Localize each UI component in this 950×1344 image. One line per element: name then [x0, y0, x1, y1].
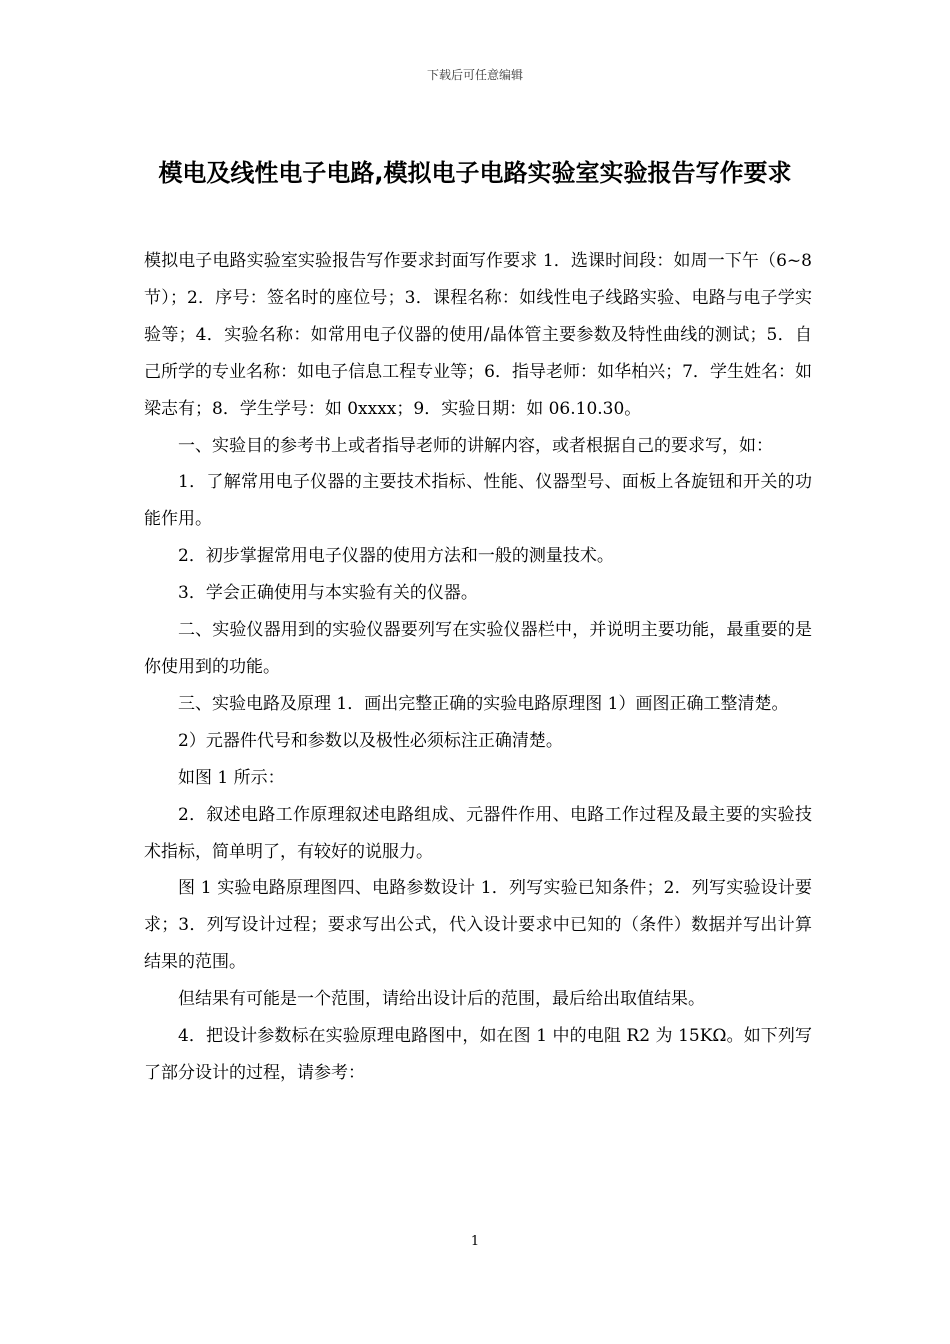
page-header: 下载后可任意编辑	[426, 68, 523, 82]
document-body	[144, 243, 812, 1092]
paragraph-section-1: 一、实验目的参考书上或者指导老师的讲解内容，或者根据自己的要求写，如：	[178, 435, 773, 456]
paragraph-design-params: 4．把设计参数标在实验原理电路图中，如在图 1 中的电阻 R2 为 15KΩ。如下列写了部分设计的过程，请参考：	[144, 1026, 812, 1083]
paragraph-circuit-principle: 2．叙述电路工作原理叙述电路组成、元器件作用、电路工作过程及最主要的实验技术指标，简单明了，有较好的说服力。	[144, 804, 812, 862]
page-number: 1	[470, 1234, 480, 1249]
paragraph-item-1: 1．了解常用电子仪器的主要技术指标、性能、仪器型号、面板上各旋钮和开关的功能作用。	[144, 472, 812, 530]
paragraph-section-4: 图 1 实验电路原理图四、电路参数设计 1．列写实验已知条件；2．列写实验设计要求；3．列写设计过程；要求写出公式，代入设计要求中已知的（条件）数据并写出计算结果的范围。	[144, 878, 812, 973]
paragraph-section-2: 二、实验仪器用到的实验仪器要列写在实验仪器栏中，并说明主要功能，最重要的是你使用到的功能。	[144, 620, 812, 677]
document-title: 模电及线性电子电路,模拟电子电路实验室实验报告写作要求	[158, 159, 792, 187]
paragraph-component-labels: 2）元器件代号和参数以及极性必须标注正确清楚。	[178, 730, 563, 751]
paragraph-figure-ref: 如图 1 所示：	[178, 767, 285, 788]
paragraph-item-2: 2．初步掌握常用电子仪器的使用方法和一般的测量技术。	[178, 546, 614, 567]
paragraph-result-range: 但结果有可能是一个范围，请给出设计后的范围，最后给出取值结果。	[178, 989, 705, 1010]
paragraph-cover-requirements: 模拟电子电路实验室实验报告写作要求封面写作要求 1．选课时间段：如周一下午（6~8 节）；2．序号：签名时的座位号；3．课程名称：如线性电子线路实验、电路与电子学实验等；4．实验名称：如常用电子仪器的使用/晶体管主要参数及特性曲线的测试；5．自己所学的专业名称：如电子信息工程专业等；6．指导老师：如华柏兴；7．学生姓名：如梁志有；8．学生学号：如 0xxxx；9．实验日期：如 06.10.30。	[144, 251, 812, 419]
paragraph-item-3: 3．学会正确使用与本实验有关的仪器。	[178, 583, 478, 604]
paragraph-section-3: 三、实验电路及原理 1．画出完整正确的实验电路原理图 1）画图正确工整清楚。	[178, 693, 789, 714]
